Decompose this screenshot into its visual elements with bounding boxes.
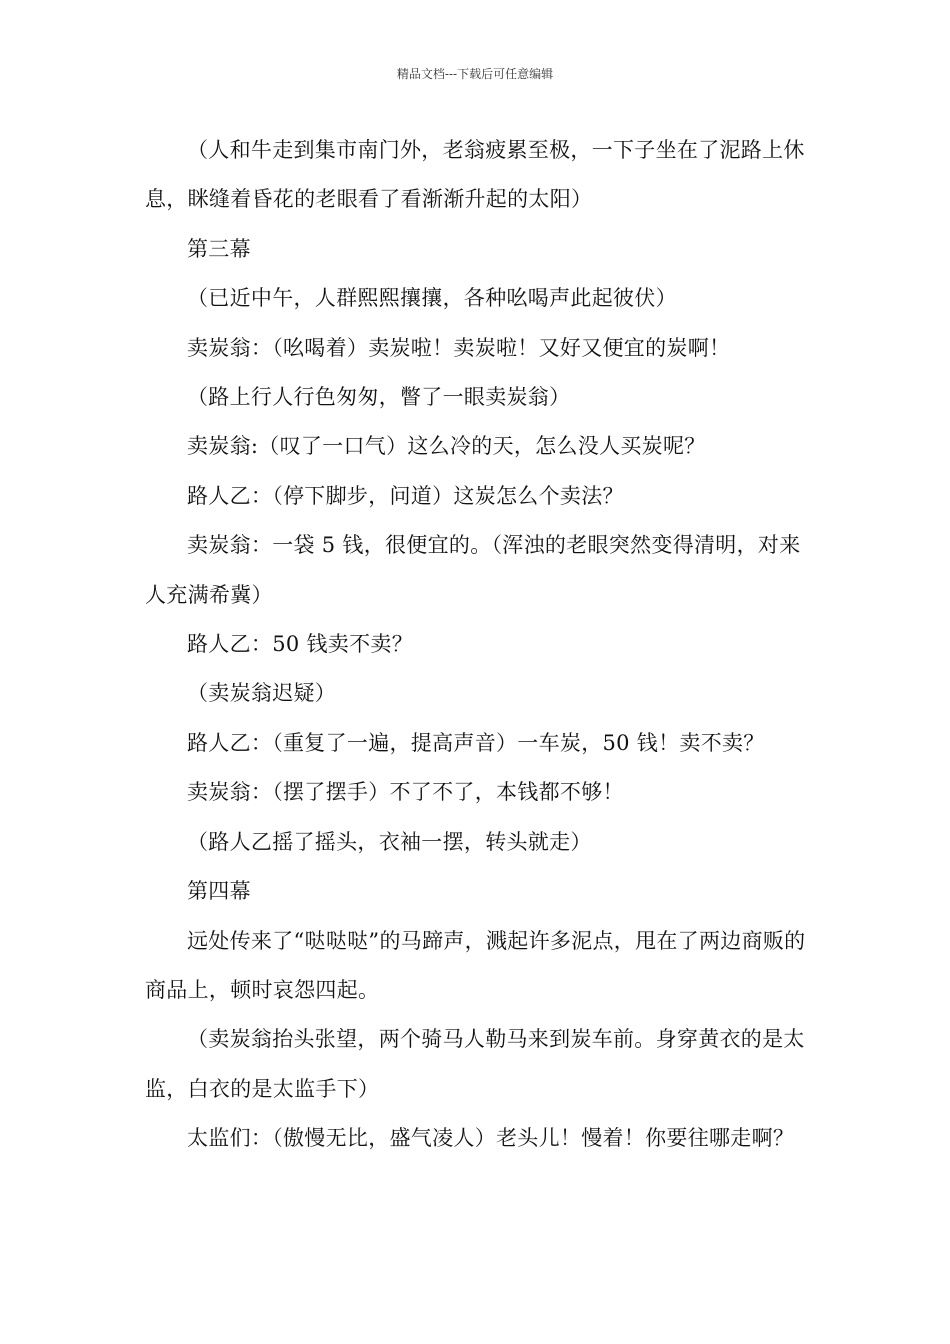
dialogue-line: 卖炭翁：一袋 5 钱，很便宜的。（浑浊的老眼突然变得清明，对来人充满希冀）: [145, 533, 801, 607]
dialogue-line: 路人乙：（重复了一遍，提高声音）一车炭，50 钱！卖不卖？: [187, 730, 765, 755]
scene-heading-4: 第四幕: [187, 879, 251, 904]
page-header: 精品文档---下载后可任意编辑: [396, 67, 554, 81]
stage-direction: （路人乙摇了摇头，衣袖一摆，转头就走）: [187, 829, 592, 854]
stage-direction: （卖炭翁抬头张望，两个骑马人勒马来到炭车前。身穿黄衣的是太监，白衣的是太监手下）: [145, 1027, 805, 1101]
stage-direction: （已近中午，人群熙熙攘攘，各种吆喝声此起彼伏）: [187, 286, 677, 311]
scene-heading-3: 第三幕: [187, 236, 251, 261]
dialogue-line: 卖炭翁：（摆了摆手）不了不了，本钱都不够！: [187, 780, 624, 805]
paragraph-1: （人和牛走到集市南门外，老翁疲累至极，一下子坐在了泥路上休息，眯缝着昏花的老眼看了看渐渐升起的太阳）: [145, 138, 805, 212]
stage-direction: （路上行人行色匆匆，瞥了一眼卖炭翁）: [187, 385, 571, 410]
document-body: [145, 126, 810, 1164]
stage-direction: （卖炭翁迟疑）: [187, 681, 337, 706]
narration: 远处传来了“哒哒哒”的马蹄声，溅起许多泥点，甩在了两边商贩的商品上，顿时哀怨四起。: [145, 928, 806, 1002]
dialogue-line: 卖炭翁：（吆喝着）卖炭啦！卖炭啦！又好又便宜的炭啊！: [187, 335, 731, 360]
dialogue-line: 路人乙：（停下脚步，问道）这炭怎么个卖法？: [187, 483, 624, 508]
dialogue-line: 卖炭翁:（叹了一口气）这么冷的天，怎么没人买炭呢？: [187, 434, 706, 459]
dialogue-line: 路人乙：50 钱卖不卖？: [187, 632, 413, 657]
dialogue-line: 太监们：（傲慢无比，盛气凌人）老头儿！慢着！你要往哪走啊？: [187, 1126, 795, 1151]
